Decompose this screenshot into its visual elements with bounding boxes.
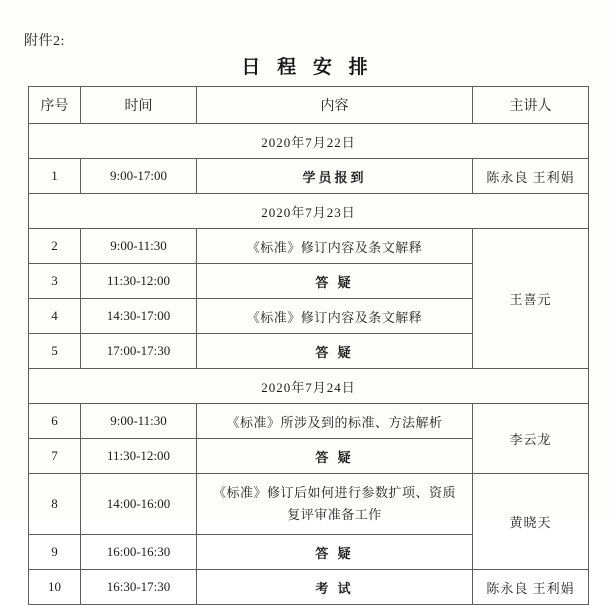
table-row — [29, 159, 589, 194]
cell-content-line2: 复评审准备工作 — [287, 507, 382, 522]
cell-time: 14:30-17:00 — [81, 299, 197, 334]
cell-time: 9:00-11:30 — [81, 229, 197, 264]
cell-content: 《标准》修订内容及条文解释 — [197, 229, 473, 264]
cell-content: 《标准》修订内容及条文解释 — [197, 299, 473, 334]
cell-content: 答 疑 — [197, 334, 473, 369]
cell-time: 16:00-16:30 — [81, 535, 197, 570]
table-row — [29, 570, 589, 605]
cell-no: 10 — [29, 570, 81, 605]
cell-no: 8 — [29, 474, 81, 535]
cell-speaker: 黄晓天 — [473, 474, 589, 570]
cell-time: 17:00-17:30 — [81, 334, 197, 369]
cell-time: 14:00-16:00 — [81, 474, 197, 535]
attachment-label: 附件2: — [24, 34, 65, 49]
date-section-label: 2020年7月22日 — [29, 124, 589, 159]
date-section-row — [29, 124, 589, 159]
date-section-label: 2020年7月23日 — [29, 194, 589, 229]
header-cell-no: 序号 — [29, 87, 81, 124]
cell-time: 11:30-12:00 — [81, 264, 197, 299]
header-cell-content: 内容 — [197, 87, 473, 124]
cell-content: 考 试 — [197, 570, 473, 605]
cell-no: 1 — [29, 159, 81, 194]
cell-no: 7 — [29, 439, 81, 474]
cell-time: 16:30-17:30 — [81, 570, 197, 605]
table-header — [29, 87, 589, 124]
table-body — [29, 124, 589, 605]
cell-no: 6 — [29, 404, 81, 439]
cell-speaker: 陈永良 王利娟 — [473, 570, 589, 605]
schedule-table — [28, 86, 589, 605]
cell-speaker: 李云龙 — [473, 404, 589, 474]
cell-time: 9:00-11:30 — [81, 404, 197, 439]
page-title: 日 程 安 排 — [241, 57, 374, 78]
date-section-row — [29, 194, 589, 229]
table-row — [29, 404, 589, 439]
schedule-table-wrapper — [28, 86, 588, 605]
cell-content-line1: 《标准》修订后如何进行参数扩项、资质 — [212, 485, 456, 500]
header-cell-speaker: 主讲人 — [473, 87, 589, 124]
table-row — [29, 474, 589, 535]
cell-content — [197, 474, 473, 535]
cell-speaker: 王喜元 — [473, 229, 589, 369]
cell-content: 答 疑 — [197, 439, 473, 474]
cell-content: 答 疑 — [197, 264, 473, 299]
cell-speaker: 陈永良 王利娟 — [473, 159, 589, 194]
cell-content: 《标准》所涉及到的标准、方法解析 — [197, 404, 473, 439]
cell-content: 答 疑 — [197, 535, 473, 570]
cell-time: 9:00-17:00 — [81, 159, 197, 194]
cell-no: 4 — [29, 299, 81, 334]
cell-time: 11:30-12:00 — [81, 439, 197, 474]
cell-no: 5 — [29, 334, 81, 369]
table-header-row — [29, 87, 589, 124]
cell-no: 9 — [29, 535, 81, 570]
cell-no: 2 — [29, 229, 81, 264]
date-section-label: 2020年7月24日 — [29, 369, 589, 404]
cell-content: 学员报到 — [197, 159, 473, 194]
table-row — [29, 229, 589, 264]
cell-no: 3 — [29, 264, 81, 299]
header-cell-time: 时间 — [81, 87, 197, 124]
date-section-row — [29, 369, 589, 404]
